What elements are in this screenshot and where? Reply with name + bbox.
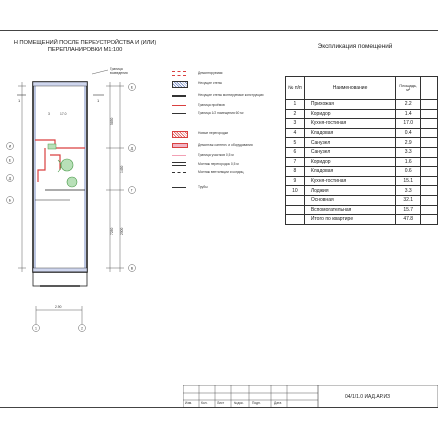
cell-number: 8 — [286, 167, 305, 177]
legend-symbol-icon — [172, 131, 188, 138]
cell-number: 6 — [286, 147, 305, 157]
legend-symbol-icon — [172, 95, 186, 97]
legend-item — [172, 102, 282, 110]
legend-label: Граница 1/2 помещения 60 м² — [198, 111, 244, 115]
cell-number: 9 — [286, 176, 305, 186]
room-area: 17.0 — [60, 112, 67, 116]
legend-item — [172, 92, 282, 100]
plan-title-line2: ПЕРЕПЛАНИРОВКИ М1:100 — [47, 47, 123, 53]
axis-label: Д — [130, 146, 134, 151]
legend-symbol-icon — [172, 187, 186, 188]
cell-total-area: 47.8 — [396, 215, 421, 225]
stamp-label: Дата — [274, 401, 282, 405]
cell-area: 3.3 — [396, 186, 421, 196]
stamp-label: Лист — [217, 401, 225, 405]
total-row — [286, 205, 438, 215]
cell-total-area: 15.7 — [396, 205, 421, 215]
legend-symbol-icon — [172, 81, 188, 88]
legend-item — [172, 184, 282, 192]
table-row — [286, 186, 438, 196]
col-header-name: Наименование — [304, 77, 395, 100]
cell-name: Кладовая — [304, 167, 395, 177]
legend-symbol-icon — [172, 155, 186, 156]
cell-number — [286, 215, 305, 225]
dim-label: 1450 — [120, 165, 124, 173]
dim-label: 7280 — [110, 227, 114, 235]
axis-label: Б — [8, 198, 12, 203]
axis-label: Г — [130, 188, 133, 193]
cell-area: 0.4 — [396, 128, 421, 138]
cell-area: 1.4 — [396, 109, 421, 119]
table-header-row — [286, 77, 438, 100]
legend-label: Демонтаж сантехн. и оборудования — [198, 143, 253, 147]
cell-extra — [421, 176, 438, 186]
legend-label: Несущие стены монтируемые конструкции — [198, 93, 264, 97]
dimension-left — [18, 82, 26, 272]
col-header-number: № п/п — [286, 77, 305, 100]
axis-label: 2 — [81, 326, 83, 331]
legend-label: Граница участков 0,5 м — [198, 153, 234, 157]
legend-symbol-icon — [172, 172, 186, 173]
cell-extra — [421, 195, 438, 205]
explication-title: Экспликация помещений — [317, 43, 393, 50]
legend-label: Новые перегородки — [198, 131, 229, 135]
legend-label: Демонтируемая — [198, 71, 223, 75]
cell-total-name: Итого по квартире — [304, 215, 395, 225]
cell-number: 2 — [286, 109, 305, 119]
axis-label: 1 — [35, 326, 37, 331]
note-top2: возведения — [110, 71, 128, 75]
cell-area: 3.3 — [396, 147, 421, 157]
legend-item — [172, 152, 282, 160]
stamp-label: Изм. — [185, 401, 193, 405]
legend-item — [172, 142, 282, 150]
stamp-label: №док. — [234, 401, 244, 405]
legend-item — [172, 70, 282, 78]
note-top: Граница — [110, 67, 123, 71]
table-row — [286, 167, 438, 177]
cell-name: Кухня-гостиная — [304, 176, 395, 186]
total-row — [286, 215, 438, 225]
drawing-code: 04/1/1.0 ИАД.АР.ИЗ — [345, 394, 391, 400]
cell-extra — [421, 109, 438, 119]
axis-label: Д — [8, 176, 12, 181]
cell-total-name: Вспомогательная — [304, 205, 395, 215]
table-row — [286, 109, 438, 119]
legend-symbol-icon — [172, 71, 186, 76]
cell-extra — [421, 100, 438, 110]
legend-item — [172, 110, 282, 118]
table-row — [286, 128, 438, 138]
cell-number: 1 — [286, 100, 305, 110]
cell-total-area: 32.1 — [396, 195, 421, 205]
legend-item — [172, 80, 282, 88]
legend-item — [172, 161, 282, 169]
legend-item — [172, 130, 282, 138]
table-row — [286, 138, 438, 148]
plan-title — [0, 40, 170, 54]
section-mark-left — [17, 95, 26, 103]
table-row — [286, 119, 438, 129]
cell-name: Санузел — [304, 138, 395, 148]
col-header-area: Площадь, м² — [396, 77, 421, 100]
cell-area: 1.6 — [396, 157, 421, 167]
cell-number: 7 — [286, 157, 305, 167]
legend-symbol-icon — [172, 113, 186, 114]
legend-symbol-icon — [172, 105, 186, 106]
cell-extra — [421, 128, 438, 138]
table-row — [286, 176, 438, 186]
svg-text:1: 1 — [97, 98, 100, 103]
cell-extra — [421, 138, 438, 148]
cell-number — [286, 195, 305, 205]
cell-extra — [421, 205, 438, 215]
cell-area: 15.1 — [396, 176, 421, 186]
legend-label: Несущие стены — [198, 81, 222, 85]
cell-name: Кухня-гостиная — [304, 119, 395, 129]
dim-label: 2.90 — [55, 305, 62, 309]
cell-number — [286, 205, 305, 215]
cell-number: 10 — [286, 186, 305, 196]
axis-label: И — [8, 144, 12, 149]
plan-title-line1: Н ПОМЕЩЕНИЙ ПОСЛЕ ПЕРЕУСТРОЙСТВА И (ИЛИ) — [13, 40, 157, 46]
cell-extra — [421, 215, 438, 225]
table-row — [286, 147, 438, 157]
cell-extra — [421, 167, 438, 177]
table-row — [286, 100, 438, 110]
dimension-right — [106, 82, 124, 272]
table-row — [286, 157, 438, 167]
cell-area: 2.9 — [396, 138, 421, 148]
cell-extra — [421, 186, 438, 196]
axis-label: Е — [8, 158, 12, 163]
legend-label: Граница проёмов — [198, 103, 225, 107]
explication-table — [285, 76, 438, 225]
room-label: 3 — [48, 112, 50, 116]
legend-label: Монтаж вентиляции и кондиц. — [198, 170, 245, 174]
sanitary-fixtures — [48, 144, 77, 187]
cell-name: Лоджия — [304, 186, 395, 196]
dim-label: 5850 — [110, 117, 114, 125]
legend-symbol-icon — [172, 162, 186, 166]
cell-name: Кладовая — [304, 128, 395, 138]
legend-label: Трубы — [198, 185, 208, 189]
cell-number: 5 — [286, 138, 305, 148]
stamp-label: Подп. — [252, 401, 261, 405]
cell-number: 3 — [286, 119, 305, 129]
svg-text:1: 1 — [18, 98, 21, 103]
cell-area: 17.0 — [396, 119, 421, 129]
total-row — [286, 195, 438, 205]
cell-name: Санузел — [304, 147, 395, 157]
cell-name: Прихожая — [304, 100, 395, 110]
cell-area: 0.6 — [396, 167, 421, 177]
dim-label: 2000 — [120, 227, 124, 235]
cell-name: Коридор — [304, 109, 395, 119]
legend-symbol-icon — [172, 143, 188, 148]
axis-bubbles — [7, 84, 136, 332]
legend-item — [172, 169, 282, 177]
stamp-label: Кол. — [201, 401, 208, 405]
cell-extra — [421, 157, 438, 167]
floor-plan — [0, 60, 172, 360]
cell-area: 2.2 — [396, 100, 421, 110]
legend-label: Монтаж перегородок 0,5 м — [198, 162, 239, 166]
cell-total-name: Основная — [304, 195, 395, 205]
axis-label: Е — [130, 85, 134, 90]
cell-name: Коридор — [304, 157, 395, 167]
section-mark-right — [93, 95, 104, 103]
col-header-extra — [421, 77, 438, 100]
cell-extra — [421, 147, 438, 157]
dimension-bottom — [36, 305, 82, 324]
axis-label: В — [130, 266, 134, 271]
cell-number: 4 — [286, 128, 305, 138]
cell-extra — [421, 119, 438, 129]
